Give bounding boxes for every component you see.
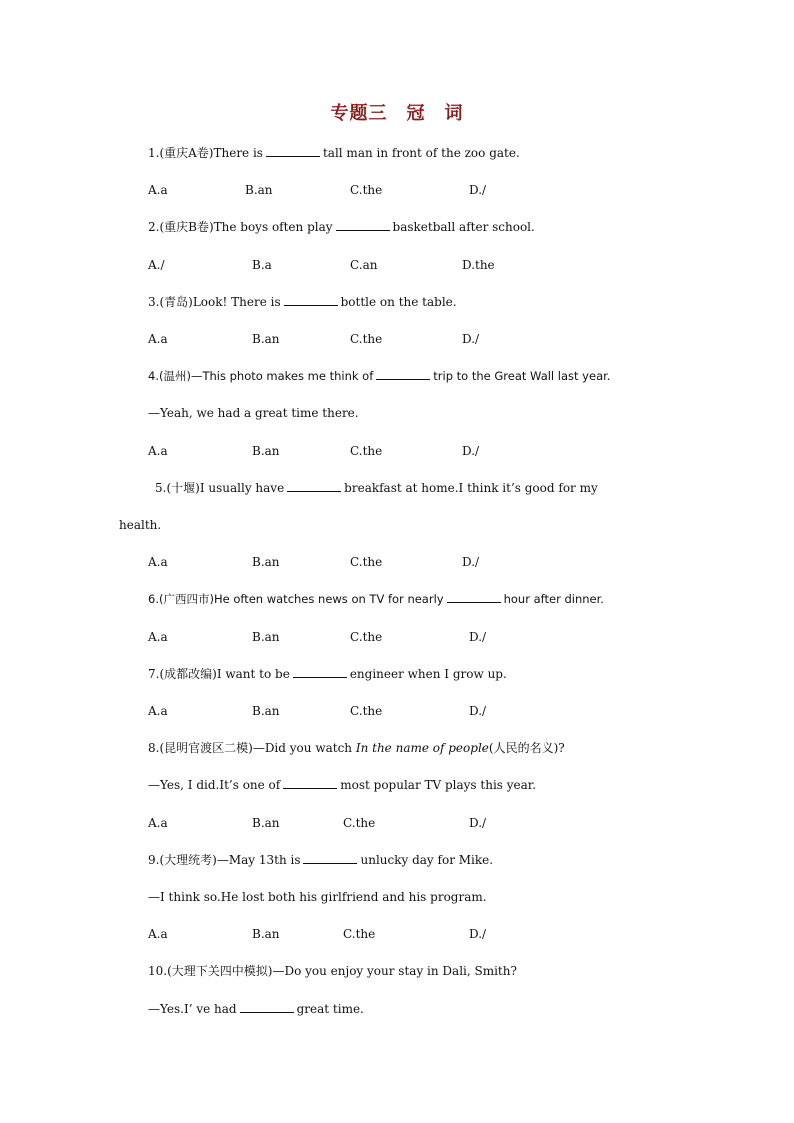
question-text: bottle on the table. (340, 295, 457, 309)
option-d: D./ (469, 630, 487, 644)
option-b: B.an (252, 816, 280, 830)
question-text: unlucky day for Mike. (360, 853, 494, 867)
option-a: A.a (148, 927, 168, 941)
question-text: (人民的名义)? (488, 741, 565, 755)
answer-blank (283, 777, 337, 789)
question-text: basketball after school. (392, 220, 535, 234)
question-text: —Yes, I did.It’s one of (148, 778, 281, 792)
option-b: B.an (252, 704, 280, 718)
option-c: C.the (350, 555, 383, 569)
option-c: C.the (350, 630, 383, 644)
question-9-reply: —I think so.He lost both his girlfriend and his program. (148, 890, 487, 904)
question-text: 1.(重庆A卷)There is (148, 146, 263, 160)
page-title: 专题三 冠 词 (330, 103, 464, 124)
question-text: most popular TV plays this year. (340, 778, 537, 792)
question-text: hour after dinner. (503, 592, 604, 606)
question-text: 2.(重庆B卷)The boys often play (148, 220, 333, 234)
question-text: 3.(青岛)Look! There is (148, 295, 281, 309)
answer-blank (287, 480, 341, 492)
answer-blank (447, 591, 501, 603)
option-a: A.a (148, 332, 168, 346)
question-1 (148, 145, 520, 161)
question-6 (148, 591, 604, 607)
question-9 (148, 852, 493, 868)
question-10: 10.(大理下关四中模拟)—Do you enjoy your stay in Dali, Smith? (148, 964, 517, 978)
question-8 (148, 740, 565, 756)
option-b: B.an (252, 332, 280, 346)
option-d: D./ (462, 332, 480, 346)
option-c: C.the (343, 816, 376, 830)
option-b: B.an (252, 555, 280, 569)
question-text: trip to the Great Wall last year. (433, 369, 611, 383)
answer-blank (293, 666, 347, 678)
option-c: C.the (350, 332, 383, 346)
option-a: A.a (148, 183, 168, 197)
option-b: B.an (245, 183, 273, 197)
option-d: D.the (462, 258, 495, 272)
option-d: D./ (469, 816, 487, 830)
question-text: breakfast at home.I think it’s good for my (344, 481, 598, 495)
question-5 (155, 480, 598, 496)
question-3 (148, 294, 457, 310)
question-text: 4.(温州)—This photo makes me think of (148, 369, 374, 383)
option-a: A.a (148, 704, 168, 718)
option-b: B.an (252, 927, 280, 941)
option-b: B.a (252, 258, 272, 272)
option-d: D./ (469, 183, 487, 197)
option-c: C.the (350, 183, 383, 197)
option-c: C.the (350, 704, 383, 718)
question-8-reply (148, 777, 536, 793)
question-4 (148, 368, 610, 384)
question-5-continued: health. (119, 518, 162, 532)
option-a: A.a (148, 444, 168, 458)
question-text: engineer when I grow up. (349, 667, 507, 681)
question-7 (148, 666, 507, 682)
question-4-reply: —Yeah, we had a great time there. (148, 406, 359, 420)
italic-title: In the name of people (355, 741, 489, 755)
answer-blank (303, 852, 357, 864)
answer-blank (284, 294, 338, 306)
option-b: B.an (252, 630, 280, 644)
question-text: 9.(大理统考)—May 13th is (148, 853, 301, 867)
question-text: 8.(昆明官渡区二模)—Did you watch (148, 741, 353, 755)
question-2 (148, 219, 535, 235)
option-d: D./ (469, 927, 487, 941)
answer-blank (266, 145, 320, 157)
option-d: D./ (462, 555, 480, 569)
question-text: —Yes.I’ ve had (148, 1002, 237, 1016)
option-a: A.a (148, 816, 168, 830)
question-10-reply (148, 1001, 364, 1017)
question-text: 7.(成都改编)I want to be (148, 667, 290, 681)
question-text: tall man in front of the zoo gate. (322, 146, 520, 160)
option-c: C.the (343, 927, 376, 941)
option-a: A./ (148, 258, 165, 272)
option-d: D./ (462, 444, 480, 458)
answer-blank (376, 368, 430, 380)
option-c: C.an (350, 258, 378, 272)
answer-blank (240, 1001, 294, 1013)
option-b: B.an (252, 444, 280, 458)
option-a: A.a (148, 630, 168, 644)
question-text: great time. (296, 1002, 364, 1016)
question-text: 6.(广西四市)He often watches news on TV for nearly (148, 592, 444, 606)
option-a: A.a (148, 555, 168, 569)
question-text: 5.(十堰)I usually have (155, 481, 285, 495)
option-c: C.the (350, 444, 383, 458)
option-d: D./ (469, 704, 487, 718)
answer-blank (336, 219, 390, 231)
